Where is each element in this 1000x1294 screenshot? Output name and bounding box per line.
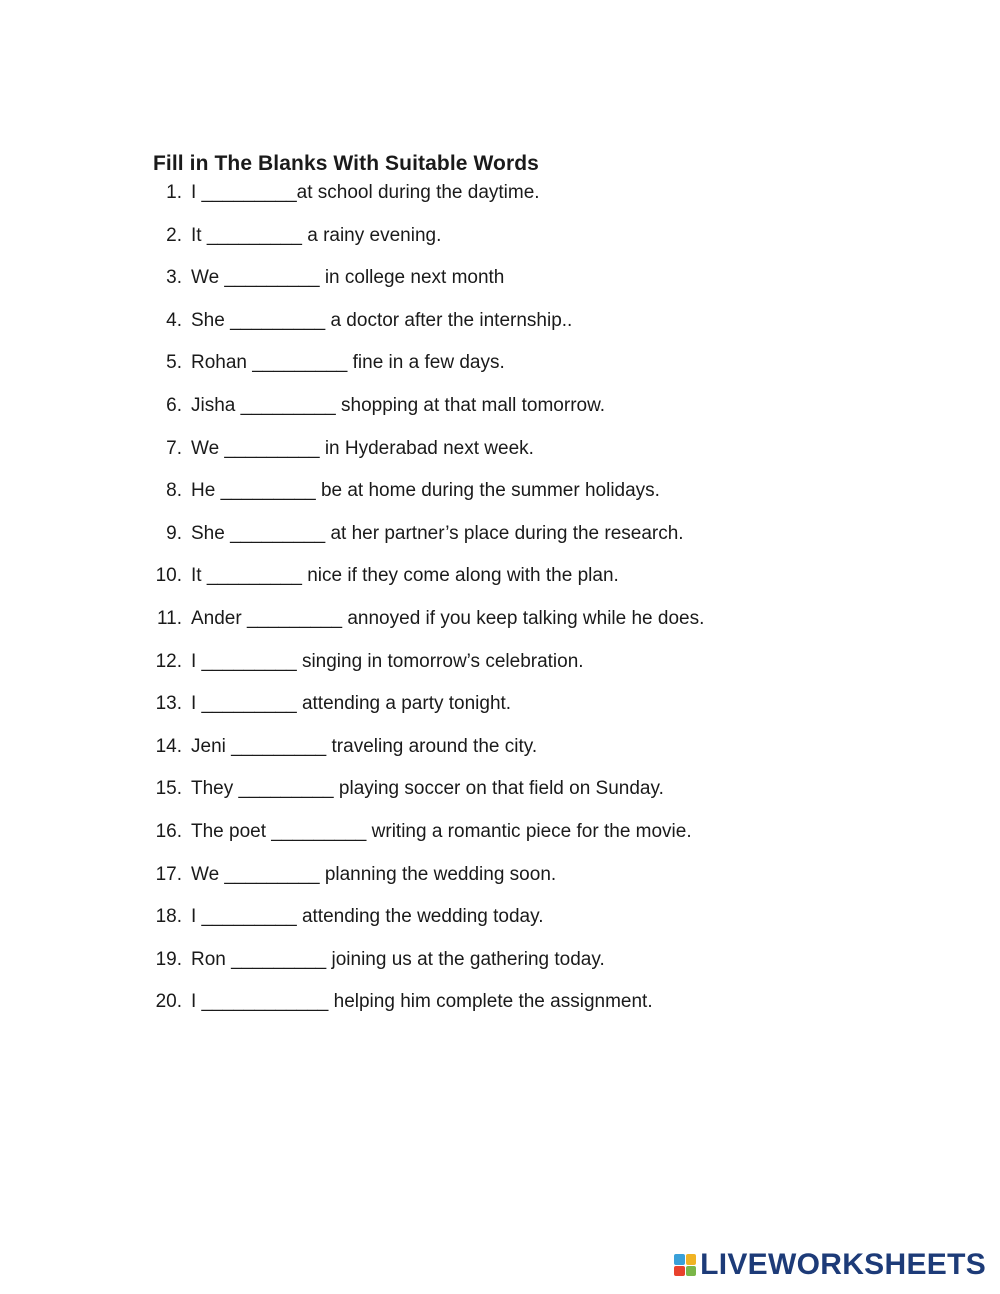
question-number: 6. (166, 394, 182, 416)
brand-name: LIVEWORKSHEETS (700, 1248, 986, 1281)
question-item (153, 860, 933, 903)
question-number: 1. (166, 182, 182, 203)
question-number: 9. (166, 522, 182, 544)
question-list (153, 178, 933, 1030)
logo-square (674, 1254, 685, 1265)
worksheet-title: Fill in The Blanks With Suitable Words (153, 152, 539, 175)
question-item (153, 221, 933, 264)
question-number: 7. (166, 437, 182, 459)
liveworksheets-logo-icon (674, 1254, 696, 1276)
question-text: She _________ at her partner’s place during the research. (191, 522, 684, 544)
question-item (153, 348, 933, 391)
question-number: 14. (155, 735, 182, 757)
question-item (153, 689, 933, 732)
liveworksheets-brand (674, 1250, 986, 1280)
logo-square (674, 1266, 685, 1277)
question-number: 4. (166, 309, 182, 331)
question-number: 16. (155, 820, 182, 842)
question-text: Ron _________ joining us at the gathering today. (191, 948, 605, 970)
question-number: 20. (155, 991, 182, 1013)
logo-square (686, 1266, 697, 1277)
question-number: 10. (155, 565, 182, 587)
question-text: It _________ nice if they come along with the plan. (191, 565, 619, 587)
question-item (153, 519, 933, 562)
question-number: 17. (155, 863, 182, 885)
question-item (153, 732, 933, 775)
question-text: We _________ in Hyderabad next week. (191, 437, 534, 459)
question-item (153, 647, 933, 690)
question-text: They _________ playing soccer on that field on Sunday. (191, 778, 664, 800)
question-item (153, 476, 933, 519)
question-text: It _________ a rainy evening. (191, 224, 442, 246)
question-number: 5. (166, 352, 182, 374)
question-number: 18. (155, 906, 182, 928)
question-text: I _________ attending a party tonight. (191, 693, 512, 715)
question-item (153, 306, 933, 349)
question-item (153, 391, 933, 434)
question-text: Ander _________ annoyed if you keep talking while he does. (191, 607, 705, 629)
question-text: Jeni _________ traveling around the city. (191, 735, 538, 757)
question-item (153, 604, 933, 647)
question-number: 12. (155, 650, 182, 672)
question-number: 13. (155, 693, 182, 715)
worksheet (153, 150, 933, 1030)
question-item (153, 561, 933, 604)
question-item (153, 178, 933, 221)
question-number: 3. (166, 267, 182, 289)
question-text: I ____________ helping him complete the assignment. (191, 991, 653, 1013)
question-text: I _________at school during the daytime. (191, 182, 540, 203)
question-number: 8. (166, 480, 182, 502)
question-number: 19. (155, 948, 182, 970)
question-item (153, 902, 933, 945)
question-item (153, 945, 933, 988)
question-text: I _________ singing in tomorrow’s celebration. (191, 650, 584, 672)
question-text: I _________ attending the wedding today. (191, 906, 544, 928)
logo-square (686, 1254, 697, 1265)
question-text: Rohan _________ fine in a few days. (191, 352, 505, 374)
question-text: We _________ planning the wedding soon. (191, 863, 557, 885)
question-number: 11. (156, 607, 182, 629)
question-item (153, 263, 933, 306)
question-number: 15. (155, 778, 182, 800)
question-item (153, 817, 933, 860)
question-text: He _________ be at home during the summer holidays. (191, 480, 660, 502)
question-item (153, 987, 933, 1030)
question-text: We _________ in college next month (191, 267, 505, 289)
question-number: 2. (166, 224, 182, 246)
question-text: The poet _________ writing a romantic piece for the movie. (191, 820, 692, 842)
question-item (153, 774, 933, 817)
question-text: Jisha _________ shopping at that mall tomorrow. (191, 394, 606, 416)
question-item (153, 434, 933, 477)
question-text: She _________ a doctor after the internship.. (191, 309, 573, 331)
